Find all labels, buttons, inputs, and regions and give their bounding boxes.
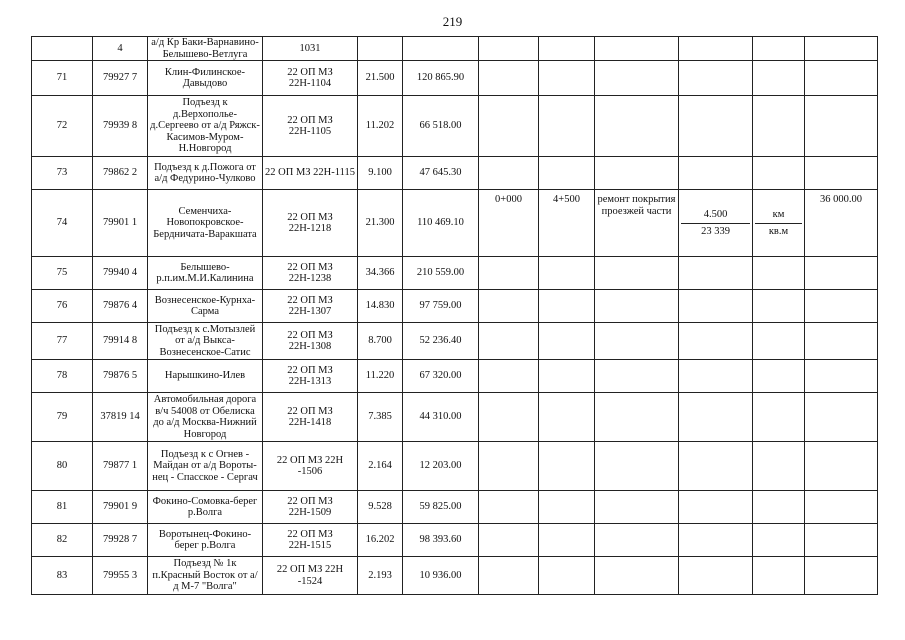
empty-cell <box>479 257 539 290</box>
segment-start: 0+000 <box>479 190 539 257</box>
road-cost: 97 759.00 <box>403 290 479 323</box>
row-number <box>32 37 93 61</box>
empty-cell <box>805 323 878 360</box>
empty-cell <box>805 37 878 61</box>
empty-cell <box>679 393 753 442</box>
road-id: 79862 2 <box>93 157 148 190</box>
road-name: Подъезд к с Огнев - Майдан от а/д Вороты-нец - Спасское - Сергач <box>148 442 263 491</box>
empty-cell <box>805 491 878 524</box>
empty-cell <box>595 393 679 442</box>
empty-cell <box>753 442 805 491</box>
road-id: 79901 1 <box>93 190 148 257</box>
road-name: Подъезд к с.Мотызлей от а/д Выкса-Вознесенское-Сатис <box>148 323 263 360</box>
road-id: 79940 4 <box>93 257 148 290</box>
empty-cell <box>805 290 878 323</box>
road-name: Подъезд к д.Верхополье-д.Сергеево от а/д Ряжск-Касимов-Муром-Н.Новгород <box>148 96 263 157</box>
empty-cell <box>595 557 679 595</box>
road-cost: 210 559.00 <box>403 257 479 290</box>
road-cost: 52 236.40 <box>403 323 479 360</box>
road-id: 4 <box>93 37 148 61</box>
road-id: 79876 4 <box>93 290 148 323</box>
work-volume <box>679 190 753 257</box>
empty-cell <box>753 257 805 290</box>
road-name: Воротынец-Фокино-берег р.Волга <box>148 524 263 557</box>
empty-cell <box>595 524 679 557</box>
road-length: 21.500 <box>358 61 403 96</box>
road-code: 22 ОП МЗ 22Н-1115 <box>263 157 358 190</box>
empty-cell <box>753 96 805 157</box>
empty-cell <box>753 491 805 524</box>
road-length: 2.164 <box>358 442 403 491</box>
table-row <box>32 393 878 442</box>
empty-cell <box>539 442 595 491</box>
empty-cell <box>595 257 679 290</box>
road-name: Белышево-р.п.им.М.И.Калинина <box>148 257 263 290</box>
empty-cell <box>679 61 753 96</box>
empty-cell <box>679 442 753 491</box>
work-unit <box>753 190 805 257</box>
road-length: 11.202 <box>358 96 403 157</box>
road-code: 22 ОП МЗ 22Н-1104 <box>263 61 358 96</box>
segment-end: 4+500 <box>539 190 595 257</box>
empty-cell <box>479 290 539 323</box>
road-code: 22 ОП МЗ 22Н-1218 <box>263 190 358 257</box>
empty-cell <box>539 323 595 360</box>
road-name: Семенчиха-Новопокровское-Бердничата-Варакшата <box>148 190 263 257</box>
row-number: 76 <box>32 290 93 323</box>
empty-cell <box>805 393 878 442</box>
row-number: 74 <box>32 190 93 257</box>
road-id: 79901 9 <box>93 491 148 524</box>
row-number: 81 <box>32 491 93 524</box>
work-unit-top: км <box>755 207 802 224</box>
road-cost: 47 645.30 <box>403 157 479 190</box>
road-code: 22 ОП МЗ 22Н-1313 <box>263 360 358 393</box>
road-length: 9.528 <box>358 491 403 524</box>
empty-cell <box>479 96 539 157</box>
road-cost: 120 865.90 <box>403 61 479 96</box>
road-code: 22 ОП МЗ 22Н -1506 <box>263 442 358 491</box>
empty-cell <box>595 157 679 190</box>
empty-cell <box>595 323 679 360</box>
road-code: 1031 <box>263 37 358 61</box>
road-name: Фокино-Сомовка-берег р.Волга <box>148 491 263 524</box>
road-cost: 110 469.10 <box>403 190 479 257</box>
empty-cell <box>679 157 753 190</box>
empty-cell <box>595 360 679 393</box>
road-length: 34.366 <box>358 257 403 290</box>
empty-cell <box>479 61 539 96</box>
empty-cell <box>679 557 753 595</box>
empty-cell <box>753 37 805 61</box>
empty-cell <box>753 157 805 190</box>
table-row <box>32 257 878 290</box>
empty-cell <box>753 61 805 96</box>
road-id: 79939 8 <box>93 96 148 157</box>
empty-cell <box>595 61 679 96</box>
road-length: 2.193 <box>358 557 403 595</box>
road-name: Нарышкино-Илев <box>148 360 263 393</box>
road-code: 22 ОП МЗ 22Н-1238 <box>263 257 358 290</box>
road-code: 22 ОП МЗ 22Н-1105 <box>263 96 358 157</box>
empty-cell <box>805 557 878 595</box>
road-cost <box>403 37 479 61</box>
empty-cell <box>679 96 753 157</box>
road-id: 79914 8 <box>93 323 148 360</box>
empty-cell <box>595 290 679 323</box>
road-id: 79877 1 <box>93 442 148 491</box>
table-row <box>32 442 878 491</box>
empty-cell <box>539 157 595 190</box>
empty-cell <box>479 442 539 491</box>
table-row <box>32 157 878 190</box>
road-length: 21.300 <box>358 190 403 257</box>
empty-cell <box>753 524 805 557</box>
table-row <box>32 524 878 557</box>
road-id: 79876 5 <box>93 360 148 393</box>
empty-cell <box>539 491 595 524</box>
row-number: 78 <box>32 360 93 393</box>
road-id: 79955 3 <box>93 557 148 595</box>
empty-cell <box>479 393 539 442</box>
row-number: 82 <box>32 524 93 557</box>
road-cost: 98 393.60 <box>403 524 479 557</box>
road-id: 79927 7 <box>93 61 148 96</box>
road-cost: 12 203.00 <box>403 442 479 491</box>
work-volume-top: 4.500 <box>681 207 750 224</box>
table-row <box>32 37 878 61</box>
road-id: 79928 7 <box>93 524 148 557</box>
row-number: 83 <box>32 557 93 595</box>
empty-cell <box>595 37 679 61</box>
empty-cell <box>595 442 679 491</box>
row-number: 71 <box>32 61 93 96</box>
table-row <box>32 290 878 323</box>
road-code: 22 ОП МЗ 22Н-1509 <box>263 491 358 524</box>
empty-cell <box>595 491 679 524</box>
road-cost: 67 320.00 <box>403 360 479 393</box>
empty-cell <box>539 524 595 557</box>
empty-cell <box>539 290 595 323</box>
empty-cell <box>679 323 753 360</box>
road-code: 22 ОП МЗ 22Н-1307 <box>263 290 358 323</box>
empty-cell <box>753 323 805 360</box>
table-row <box>32 323 878 360</box>
empty-cell <box>539 393 595 442</box>
table-row <box>32 491 878 524</box>
road-cost: 59 825.00 <box>403 491 479 524</box>
empty-cell <box>753 557 805 595</box>
road-length: 16.202 <box>358 524 403 557</box>
page-number: 219 <box>442 14 463 29</box>
road-length: 8.700 <box>358 323 403 360</box>
row-number: 73 <box>32 157 93 190</box>
road-name: Подъезд № 1к п.Красный Восток от а/д М-7 "Волга" <box>148 557 263 595</box>
table-row <box>32 557 878 595</box>
road-code: 22 ОП МЗ 22Н-1515 <box>263 524 358 557</box>
empty-cell <box>805 61 878 96</box>
empty-cell <box>805 360 878 393</box>
empty-cell <box>539 557 595 595</box>
empty-cell <box>479 37 539 61</box>
road-id: 37819 14 <box>93 393 148 442</box>
empty-cell <box>479 557 539 595</box>
road-name: а/д Кр Баки-Варнавино-Белышево-Ветлуга <box>148 37 263 61</box>
empty-cell <box>753 360 805 393</box>
empty-cell <box>479 360 539 393</box>
road-length: 14.830 <box>358 290 403 323</box>
empty-cell <box>679 290 753 323</box>
empty-cell <box>753 393 805 442</box>
empty-cell <box>679 37 753 61</box>
empty-cell <box>479 524 539 557</box>
road-length <box>358 37 403 61</box>
empty-cell <box>539 257 595 290</box>
empty-cell <box>479 323 539 360</box>
empty-cell <box>539 96 595 157</box>
empty-cell <box>539 37 595 61</box>
work-unit-bottom: кв.м <box>768 225 789 237</box>
road-cost: 10 936.00 <box>403 557 479 595</box>
row-number: 80 <box>32 442 93 491</box>
road-name: Подъезд к д.Пожога от а/д Федурино-Чулково <box>148 157 263 190</box>
table-row <box>32 61 878 96</box>
empty-cell <box>753 290 805 323</box>
empty-cell <box>595 96 679 157</box>
work-type: ремонт покрытия проезжей части <box>595 190 679 257</box>
empty-cell <box>805 96 878 157</box>
work-total: 36 000.00 <box>805 190 878 257</box>
row-number: 79 <box>32 393 93 442</box>
road-name: Автомобильная дорога в/ч 54008 от Обелиска до а/д Москва-Нижний Новгород <box>148 393 263 442</box>
row-number: 77 <box>32 323 93 360</box>
roads-table <box>31 36 878 595</box>
empty-cell <box>679 360 753 393</box>
empty-cell <box>679 524 753 557</box>
road-length: 9.100 <box>358 157 403 190</box>
table-row <box>32 360 878 393</box>
empty-cell <box>539 360 595 393</box>
empty-cell <box>479 157 539 190</box>
empty-cell <box>805 157 878 190</box>
road-code: 22 ОП МЗ 22Н-1418 <box>263 393 358 442</box>
road-name: Вознесенское-Курнха-Сарма <box>148 290 263 323</box>
work-volume-bottom: 23 339 <box>701 225 730 237</box>
table-row <box>32 96 878 157</box>
road-length: 11.220 <box>358 360 403 393</box>
empty-cell <box>805 442 878 491</box>
empty-cell <box>479 491 539 524</box>
empty-cell <box>805 257 878 290</box>
empty-cell <box>679 257 753 290</box>
row-number: 72 <box>32 96 93 157</box>
empty-cell <box>805 524 878 557</box>
table-row <box>32 190 878 257</box>
road-name: Клин-Филинское-Давыдово <box>148 61 263 96</box>
road-cost: 44 310.00 <box>403 393 479 442</box>
road-cost: 66 518.00 <box>403 96 479 157</box>
road-length: 7.385 <box>358 393 403 442</box>
empty-cell <box>679 491 753 524</box>
row-number: 75 <box>32 257 93 290</box>
road-code: 22 ОП МЗ 22Н -1524 <box>263 557 358 595</box>
empty-cell <box>539 61 595 96</box>
road-code: 22 ОП МЗ 22Н-1308 <box>263 323 358 360</box>
